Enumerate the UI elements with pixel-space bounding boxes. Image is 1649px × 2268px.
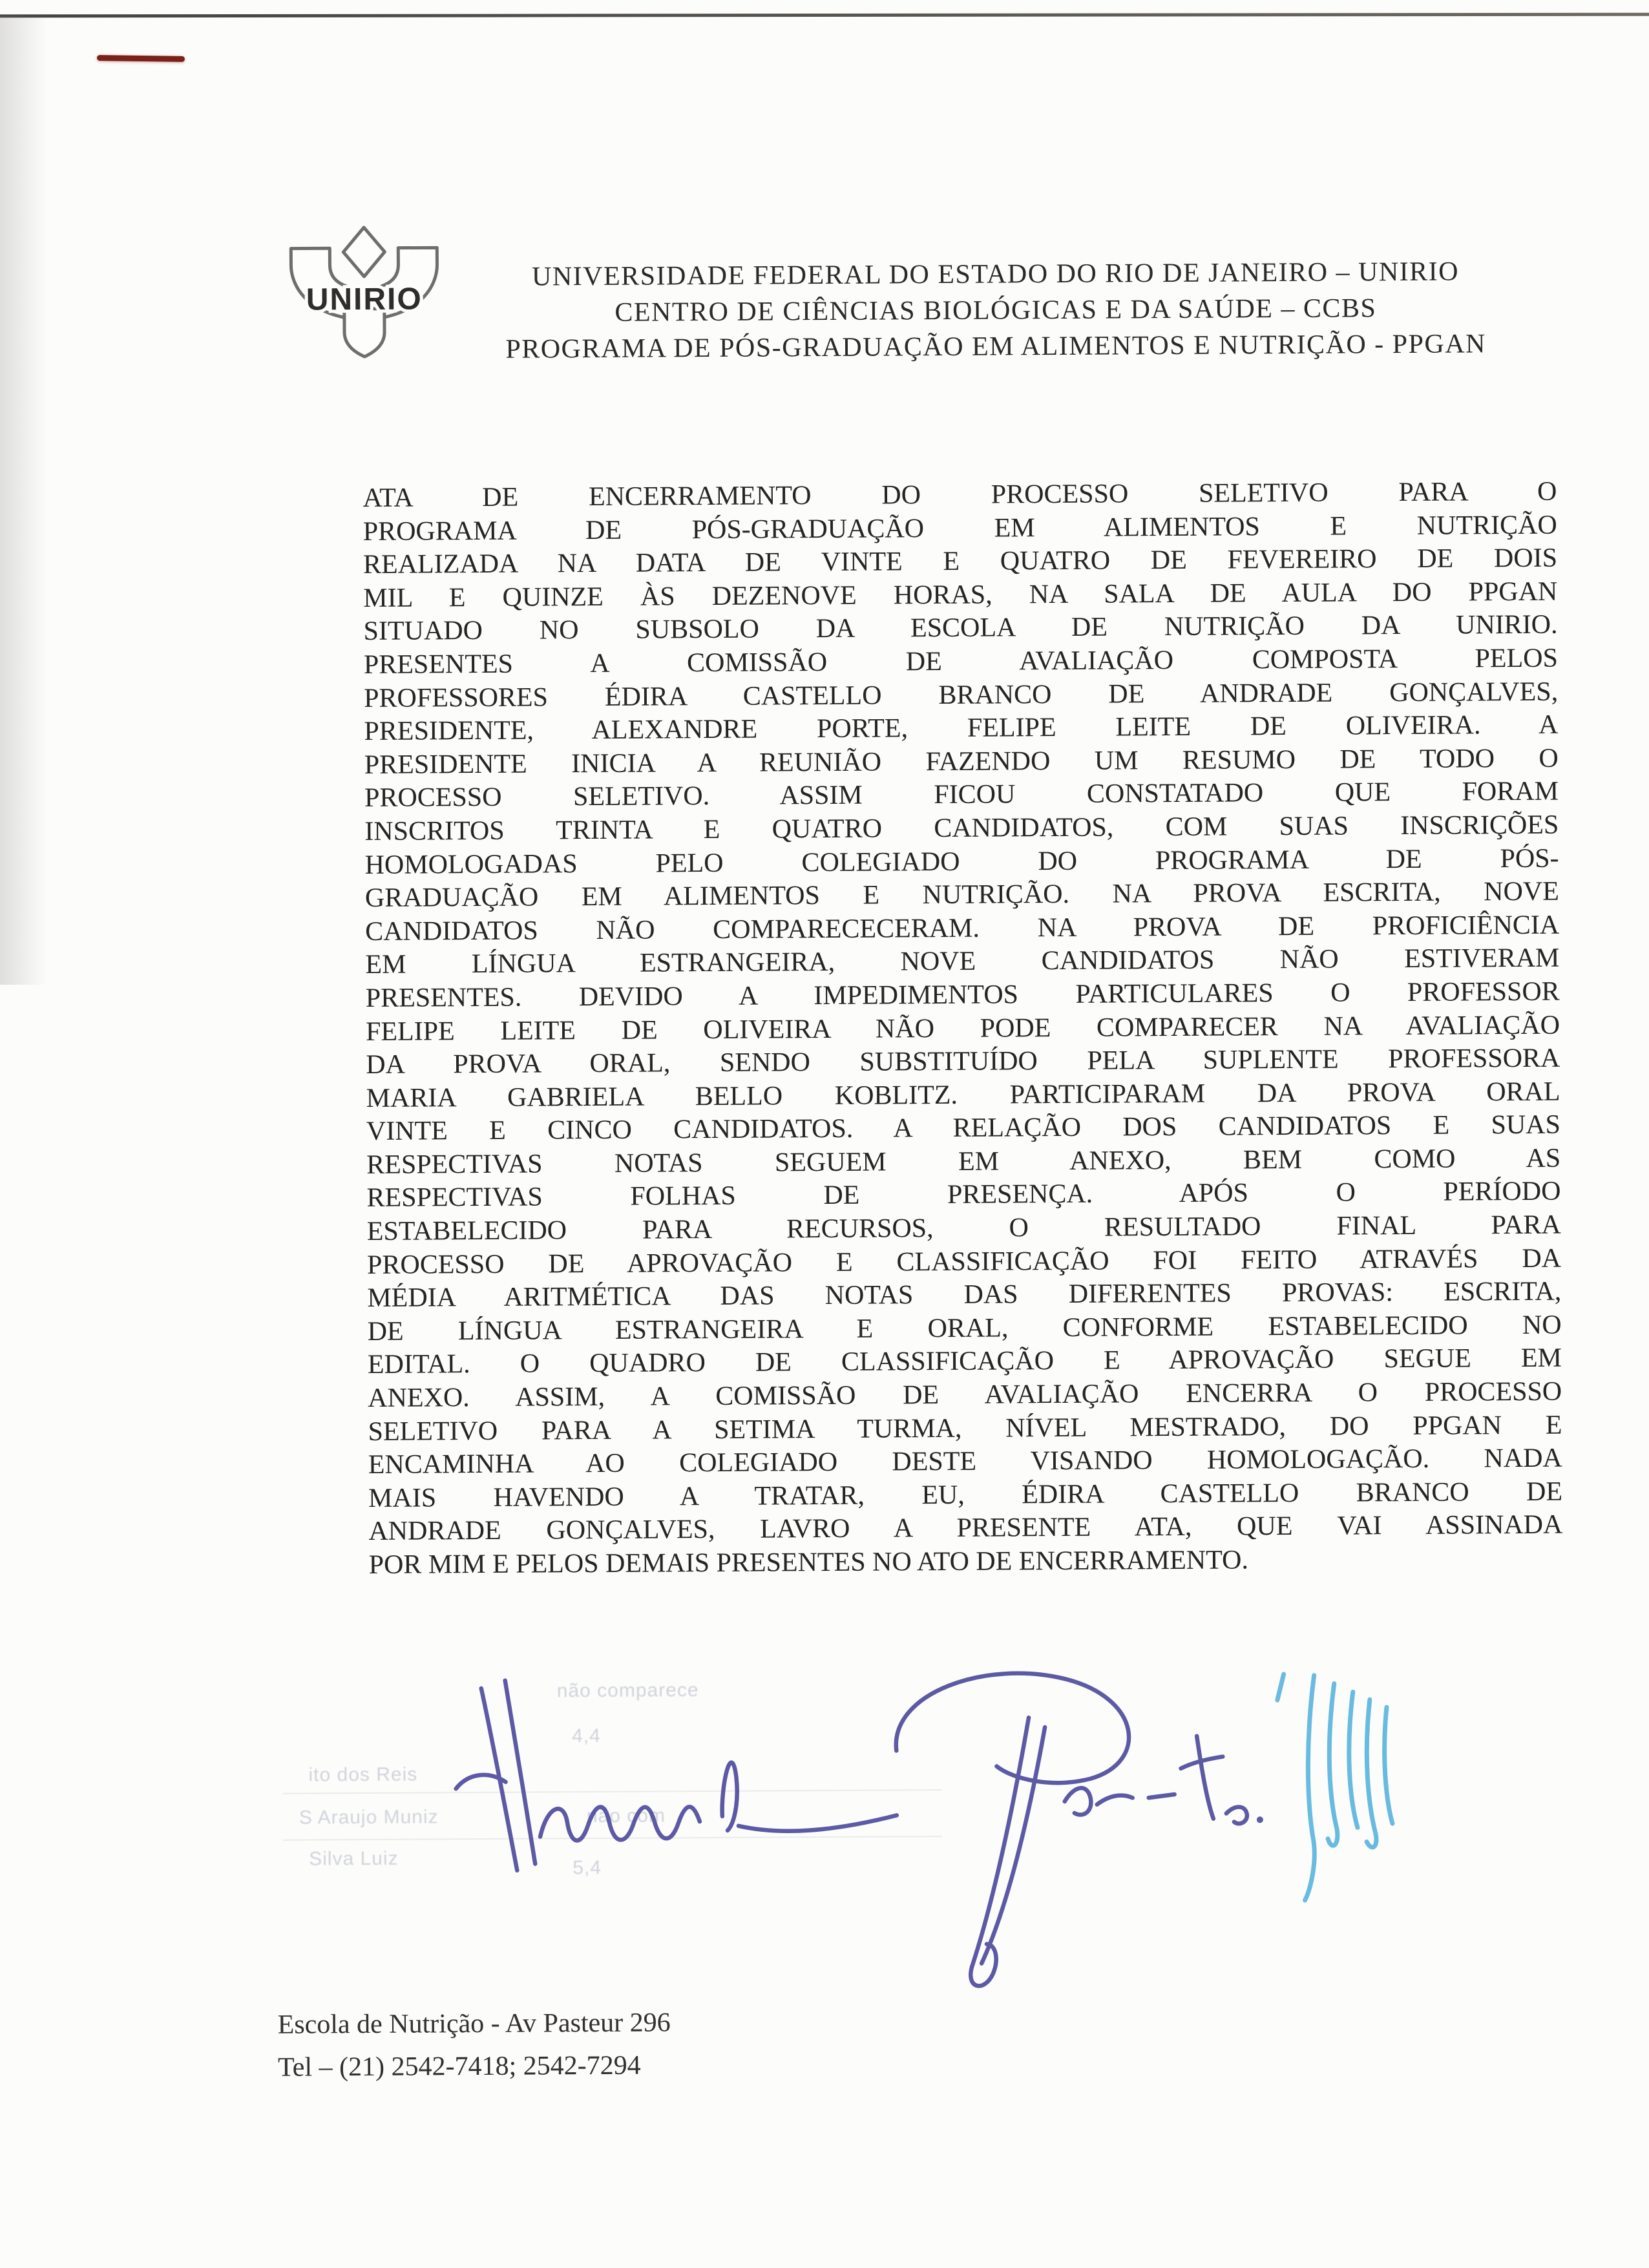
ghost-text-fragment: não com	[586, 1805, 666, 1827]
footer	[277, 2001, 671, 2088]
ghost-text-fragment: 5,4	[572, 1856, 602, 1879]
body-text-line: CANDIDATOS NÃO COMPARECECERAM. NA PROVA DE PROFICIÊNCIA	[365, 910, 1560, 947]
body-text-line: REALIZADA NA DATA DE VINTE E QUATRO DE FEVEREIRO DE DOIS	[362, 543, 1558, 580]
ghost-text-fragment: não comparece	[556, 1679, 699, 1702]
ghost-text-fragment: S Araujo Muniz	[299, 1806, 439, 1829]
body-text-line: DE LÍNGUA ESTRANGEIRA E ORAL, CONFORME ESTABELECIDO NO	[367, 1310, 1562, 1347]
footer-phone: Tel – (21) 2542-7418; 2542-7294	[277, 2050, 641, 2083]
body-text-line: PROFESSORES ÉDIRA CASTELLO BRANCO DE ANDRADE GONÇALVES,	[364, 677, 1559, 713]
body-text-line: ESTABELECIDO PARA RECURSOS, O RESULTADO FINAL PARA	[366, 1210, 1561, 1247]
body-text-line: PROCESSO SELETIVO. ASSIM FICOU CONSTATADO QUE FORAM	[364, 776, 1559, 814]
body-text-line: INSCRITOS TRINTA E QUATRO CANDIDATOS, COM SUAS INSCRIÇÕES	[364, 810, 1559, 846]
body-text-line: ENCAMINHA AO COLEGIADO DESTE VISANDO HOMOLOGAÇÃO. NADA	[368, 1443, 1562, 1480]
ghost-text-fragment: Silva Luiz	[309, 1847, 399, 1870]
ghost-text-fragment: 4,4	[572, 1725, 601, 1747]
letterhead-line-center: CENTRO DE CIÊNCIAS BIOLÓGICAS E DA SAÚDE – CCBS	[614, 293, 1377, 328]
body-text-line: PROGRAMA DE PÓS-GRADUAÇÃO EM ALIMENTOS E NUTRIÇÃO	[362, 510, 1557, 547]
letterhead-line-program: PROGRAMA DE PÓS-GRADUAÇÃO EM ALIMENTOS E NUTRIÇÃO - PPGAN	[505, 329, 1487, 364]
body-text-line: DA PROVA ORAL, SENDO SUBSTITUÍDO PELA SUPLENTE PROFESSORA	[366, 1043, 1560, 1080]
ghost-text-fragment: ito dos Reis	[308, 1763, 418, 1786]
body-text-line: ANEXO. ASSIM, A COMISSÃO DE AVALIAÇÃO ENCERRA O PROCESSO	[368, 1376, 1562, 1413]
body-text-line: ATA DE ENCERRAMENTO DO PROCESSO SELETIVO PARA O	[362, 476, 1557, 513]
body-text-line: SELETIVO PARA A SETIMA TURMA, NÍVEL MESTRADO, DO PPGAN E	[368, 1410, 1562, 1447]
body-text-line: SITUADO NO SUBSOLO DA ESCOLA DE NUTRIÇÃO DA UNIRIO.	[363, 610, 1558, 647]
body-text-line: GRADUAÇÃO EM ALIMENTOS E NUTRIÇÃO. NA PROVA ESCRITA, NOVE	[364, 876, 1560, 914]
body-text-line: ANDRADE GONÇALVES, LAVRO A PRESENTE ATA, QUE VAI ASSINADA	[368, 1510, 1563, 1547]
body-text-line: EM LÍNGUA ESTRANGEIRA, NOVE CANDIDATOS NÃO ESTIVERAM	[365, 943, 1560, 980]
body-text-line: PRESENTES. DEVIDO A IMPEDIMENTOS PARTICULARES O PROFESSOR	[365, 976, 1560, 1013]
footer-address: Escola de Nutrição - Av Pasteur 296	[277, 2008, 671, 2040]
body-text-line: PROCESSO DE APROVAÇÃO E CLASSIFICAÇÃO FOI FEITO ATRAVÉS DA	[366, 1243, 1562, 1280]
signature-scribble-cyan	[1267, 1648, 1443, 1907]
body-text-line: RESPECTIVAS FOLHAS DE PRESENÇA. APÓS O PERÍODO	[366, 1177, 1561, 1213]
body-text-line: MARIA GABRIELA BELLO KOBLITZ. PARTICIPARAM DA PROVA ORAL	[366, 1076, 1560, 1113]
body-text	[362, 476, 1562, 1582]
body-text-line: HOMOLOGADAS PELO COLEGIADO DO PROGRAMA DE PÓS-	[364, 843, 1559, 880]
body-text-line: MÉDIA ARITMÉTICA DAS NOTAS DAS DIFERENTES PROVAS: ESCRITA,	[367, 1276, 1562, 1314]
body-text-line: PRESENTES A COMISSÃO DE AVALIAÇÃO COMPOSTA PELOS	[363, 643, 1558, 680]
body-text-line: PRESIDENTE, ALEXANDRE PORTE, FELIPE LEITE DE OLIVEIRA. A	[364, 709, 1559, 747]
body-text-line: POR MIM E PELOS DEMAIS PRESENTES NO ATO DE ENCERRAMENTO.	[368, 1545, 1249, 1580]
body-text-line: EDITAL. O QUADRO DE CLASSIFICAÇÃO E APROVAÇÃO SEGUE EM	[367, 1343, 1562, 1380]
unirio-logo-icon	[279, 223, 449, 366]
body-text-line: RESPECTIVAS NOTAS SEGUEM EM ANEXO, BEM COMO AS	[366, 1143, 1561, 1180]
letterhead	[442, 253, 1549, 368]
signature-alexandre-porte	[443, 1638, 1350, 2005]
unirio-logo-text: UNIRIO	[306, 282, 423, 317]
letterhead-line-university: UNIVERSIDADE FEDERAL DO ESTADO DO RIO DE JANEIRO – UNIRIO	[531, 257, 1460, 292]
body-text-line: MAIS HAVENDO A TRATAR, EU, ÉDIRA CASTELLO BRANCO DE	[368, 1476, 1563, 1513]
body-text-line: PRESIDENTE INICIA A REUNIÃO FAZENDO UM RESUMO DE TODO O	[364, 743, 1559, 780]
body-text-line: FELIPE LEITE DE OLIVEIRA NÃO PODE COMPARECER NA AVALIAÇÃO	[365, 1010, 1560, 1047]
body-text-line: VINTE E CINCO CANDIDATOS. A RELAÇÃO DOS CANDIDATOS E SUAS	[366, 1109, 1561, 1147]
body-text-line: MIL E QUINZE ÀS DEZENOVE HORAS, NA SALA DE AULA DO PPGAN	[363, 576, 1558, 613]
